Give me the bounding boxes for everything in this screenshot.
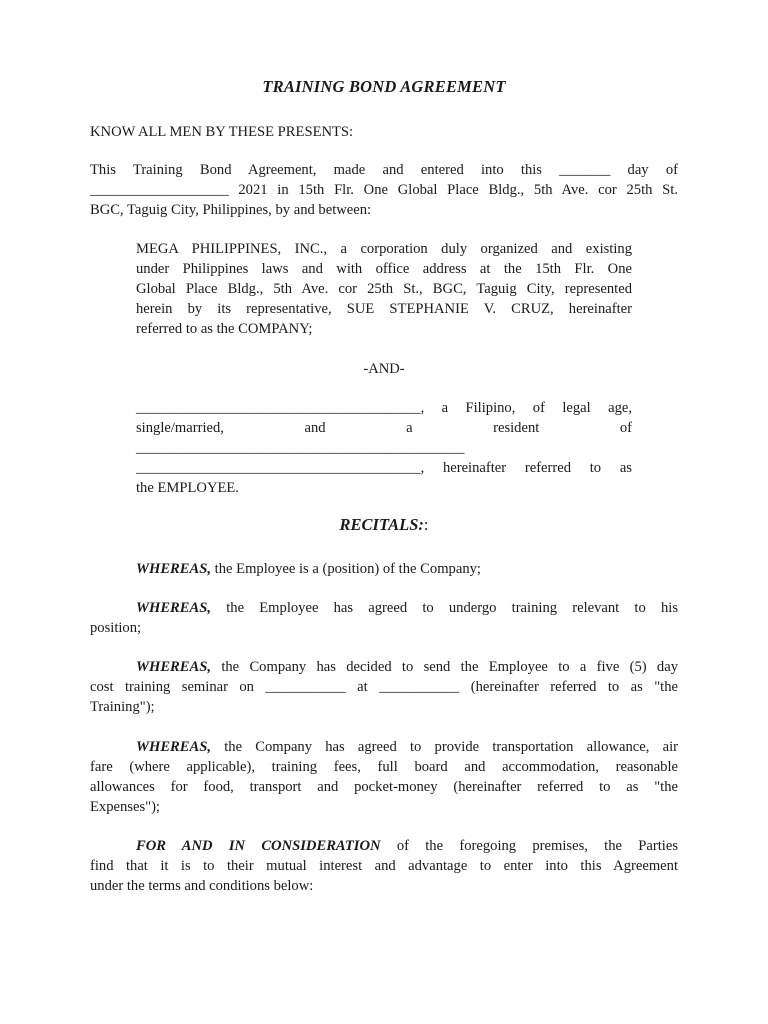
whereas-2-line-2: position; xyxy=(90,620,142,636)
intro-line-1: This Training Bond Agreement, made and entered into this _______ day of xyxy=(90,162,678,178)
employee-line-1: _______________________________________, a Filipino, of legal age, xyxy=(136,400,632,416)
know-all-line: KNOW ALL MEN BY THESE PRESENTS: xyxy=(90,124,354,140)
whereas-2 xyxy=(90,598,678,638)
whereas-4-line-1: the Company has agreed to provide transportation allowance, air xyxy=(211,739,678,755)
company-line-2: under Philippines laws and with office address at the 15th Flr. One xyxy=(136,261,632,277)
consideration-keyword: FOR AND IN CONSIDERATION xyxy=(136,838,381,854)
company-line-3: Global Place Bldg., 5th Ave. cor 25th St., BGC, Taguig City, represented xyxy=(136,281,632,297)
and-separator: -AND- xyxy=(363,361,405,377)
whereas-4-line-2: fare (where applicable), training fees, full board and accommodation, reasonable xyxy=(90,759,678,775)
company-line-5: referred to as the COMPANY; xyxy=(136,321,313,337)
whereas-4-line-3: allowances for food, transport and pocket-money (hereinafter referred to as "the xyxy=(90,779,678,795)
whereas-1 xyxy=(90,559,678,579)
whereas-3-line-2: cost training seminar on ___________ at ___________ (hereinafter referred to as "the xyxy=(90,679,678,695)
whereas-keyword: WHEREAS, xyxy=(136,659,212,675)
whereas-keyword: WHEREAS, xyxy=(136,739,212,755)
company-line-1: MEGA PHILIPPINES, INC., a corporation duly organized and existing xyxy=(136,241,632,257)
intro-line-2: ___________________ 2021 in 15th Flr. One Global Place Bldg., 5th Ave. cor 25th St. xyxy=(90,182,678,198)
consideration-line-1: of the foregoing premises, the Parties xyxy=(380,838,678,854)
employee-line-3: _____________________________________________ xyxy=(136,440,465,456)
whereas-3 xyxy=(90,657,678,717)
company-line-4: herein by its representative, SUE STEPHANIE V. CRUZ, hereinafter xyxy=(136,301,632,317)
whereas-2-line-1: the Employee has agreed to undergo training relevant to his xyxy=(211,600,678,616)
company-paragraph xyxy=(136,239,632,339)
recitals-heading xyxy=(0,515,768,535)
employee-line-5: the EMPLOYEE. xyxy=(136,480,239,496)
recitals-heading-colon: : xyxy=(423,515,429,534)
consideration-line-2: find that it is to their mutual interest and advantage to enter into this Agreement xyxy=(90,858,678,874)
whereas-3-line-1: the Company has decided to send the Employee to a five (5) day xyxy=(211,659,678,675)
whereas-1-line-1: the Employee is a (position) of the Company; xyxy=(211,561,481,577)
and-separator-wrap xyxy=(0,359,768,379)
intro-paragraph xyxy=(90,160,678,220)
employee-line-4: _______________________________________, hereinafter referred to as xyxy=(136,460,632,476)
recitals-heading-text: RECITALS: xyxy=(339,515,424,534)
whereas-4 xyxy=(90,737,678,817)
employee-paragraph xyxy=(136,398,632,498)
whereas-4-line-4: Expenses"); xyxy=(90,799,160,815)
consideration-paragraph xyxy=(90,836,678,896)
employee-line-2: single/married, and a resident of xyxy=(136,420,632,436)
intro-line-3: BGC, Taguig City, Philippines, by and between: xyxy=(90,202,372,218)
document-title: TRAINING BOND AGREEMENT xyxy=(262,77,506,96)
whereas-3-line-3: Training"); xyxy=(90,699,155,715)
whereas-keyword: WHEREAS, xyxy=(136,600,212,616)
whereas-keyword: WHEREAS, xyxy=(136,561,212,577)
consideration-line-3: under the terms and conditions below: xyxy=(90,878,314,894)
